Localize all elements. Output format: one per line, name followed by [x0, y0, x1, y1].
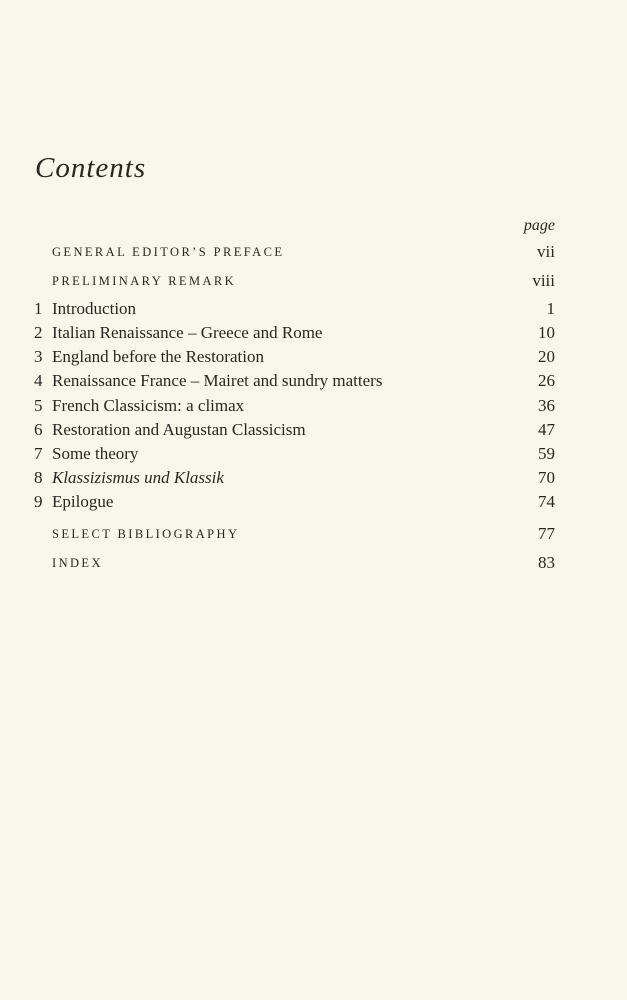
chapter-page: 10 — [538, 323, 555, 342]
chapter-title: Some theory — [52, 444, 139, 463]
page-column-label: page — [523, 217, 555, 234]
toc-entry-page: 83 — [538, 553, 555, 572]
chapter-number: 9 — [34, 492, 43, 511]
page-title: Contents — [35, 152, 147, 184]
chapter-page: 36 — [538, 396, 555, 415]
chapter-number: 1 — [34, 299, 43, 318]
toc-entry-page: viii — [532, 271, 555, 290]
chapter-number: 2 — [34, 323, 43, 342]
chapter-title: Italian Renaissance – Greece and Rome — [52, 323, 323, 342]
toc-entry-label: INDEX — [52, 556, 103, 570]
chapter-number: 7 — [34, 444, 43, 463]
toc-entry-preliminary-remark — [0, 271, 627, 295]
toc-chapter-9 — [0, 492, 627, 516]
chapter-title: England before the Restoration — [52, 347, 264, 366]
chapter-title: Introduction — [52, 299, 137, 318]
chapter-number: 4 — [34, 371, 43, 390]
toc-entry-label: PRELIMINARY REMARK — [52, 274, 237, 288]
toc-entry-select-bibliography — [0, 524, 627, 548]
chapter-number: 3 — [34, 347, 43, 366]
toc-chapter-6 — [0, 420, 627, 444]
chapter-page: 26 — [538, 371, 555, 390]
toc-entry-page: 77 — [538, 524, 555, 543]
chapter-page: 59 — [538, 444, 555, 463]
chapter-page: 20 — [538, 347, 555, 366]
toc-chapter-8 — [0, 468, 627, 492]
chapter-number: 8 — [34, 468, 43, 487]
toc-chapter-3 — [0, 347, 627, 371]
chapter-number: 6 — [34, 420, 43, 439]
toc-chapter-7 — [0, 444, 627, 468]
chapter-title: French Classicism: a climax — [52, 396, 245, 415]
toc-chapter-5 — [0, 396, 627, 420]
chapter-title: Klassizismus und Klassik — [52, 468, 224, 487]
chapter-title: Restoration and Augustan Classicism — [52, 420, 306, 439]
chapter-number: 5 — [34, 396, 43, 415]
chapter-title: Renaissance France – Mairet and sundry matters — [52, 371, 383, 390]
chapter-page: 1 — [546, 299, 555, 318]
toc-entry-label: SELECT BIBLIOGRAPHY — [52, 527, 240, 541]
chapter-title: Epilogue — [52, 492, 114, 511]
chapter-page: 47 — [538, 420, 555, 439]
toc-entry-label: GENERAL EDITOR’S PREFACE — [52, 245, 285, 259]
chapter-page: 70 — [538, 468, 555, 487]
toc-chapter-4 — [0, 371, 627, 395]
toc-chapter-1 — [0, 299, 627, 323]
toc-entry-index — [0, 553, 627, 577]
toc-chapter-2 — [0, 323, 627, 347]
toc-entry-general-editors-preface — [0, 242, 627, 266]
chapter-page: 74 — [538, 492, 555, 511]
toc-entry-page: vii — [537, 242, 555, 261]
